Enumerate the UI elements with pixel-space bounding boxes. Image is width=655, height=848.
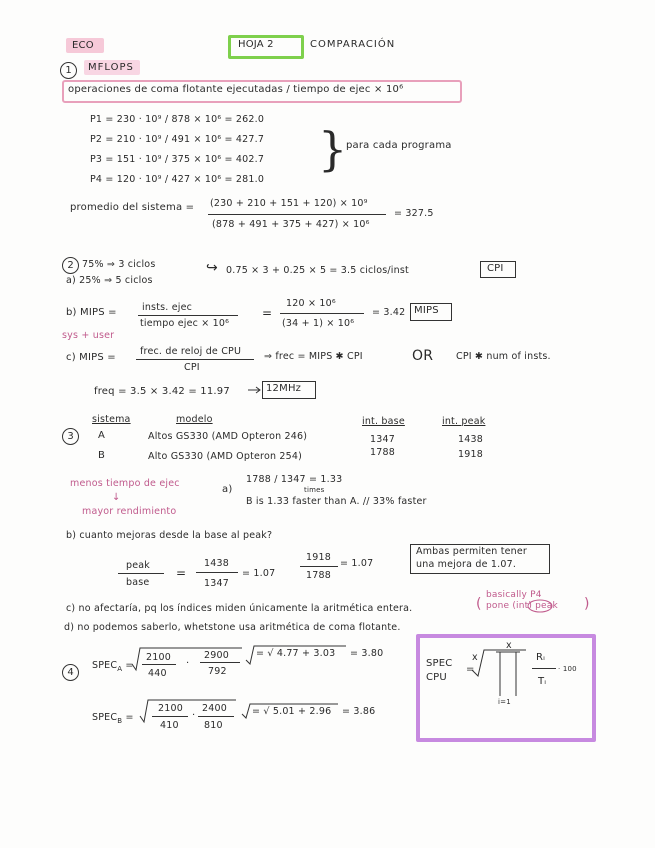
box-radical-product <box>472 650 526 696</box>
mflops-heading: MFLOPS <box>88 62 134 73</box>
spec-b-f2d: 810 <box>204 720 223 731</box>
mips-c-label: c) MIPS = <box>66 352 116 363</box>
box-ri: Rᵢ <box>536 652 546 663</box>
cpi-calculation: 0.75 × 3 + 0.25 × 5 = 3.5 ciclos/inst <box>226 265 409 276</box>
part-c-line: c) no afectaría, pq los índices miden únicamente la aritmética entera. <box>66 603 413 614</box>
row-a-base: 1347 <box>370 434 395 445</box>
box-prod-top-x: x <box>506 640 512 651</box>
part-b-result1: = 1.07 <box>242 568 276 579</box>
spec-a-label: $SPEC_A$ = <box>92 660 134 673</box>
promedio-label: promedio del sistema = <box>70 202 195 213</box>
mips-b-den: tiempo ejec × 10⁶ <box>140 318 230 329</box>
spec-b-radical <box>140 700 338 722</box>
frec-formula: ⇒ frec = MIPS ✱ CPI <box>264 351 363 362</box>
mips-b-label: b) MIPS = <box>66 307 117 318</box>
col-modelo: modelo <box>176 414 213 425</box>
part-b-1347: 1347 <box>204 578 229 589</box>
spec-b-f2n: 2400 <box>202 703 227 714</box>
p1-line: P1 = 230 · 10⁹ / 878 × 10⁶ = 262.0 <box>90 114 265 125</box>
row-b-model: Alto GS330 (AMD Opteron 254) <box>148 451 303 462</box>
eco-tag: ECO <box>72 40 94 51</box>
part-a-text: B is 1.33 faster than A. // 33% faster <box>246 496 427 507</box>
cpi-label: CPI <box>487 263 504 274</box>
box-ti: Tᵢ <box>538 676 547 687</box>
peak-label: peak <box>126 560 150 571</box>
spec-a-f1d: 440 <box>148 668 167 679</box>
sys-user-note: sys + user <box>62 330 115 341</box>
or-word: OR <box>412 348 434 364</box>
page-title: COMPARACIÓN <box>310 39 396 50</box>
spec-a-dot: · <box>186 658 190 669</box>
section-4-number: 4 <box>62 664 79 681</box>
freq-calc: freq = 3.5 × 3.42 = 11.97 <box>94 386 230 397</box>
box-cpu-label: CPU <box>426 672 447 683</box>
box-mul-100: · 100 <box>558 665 577 673</box>
row-b-base: 1788 <box>370 447 395 458</box>
ambas-line-2: una mejora de 1.07. <box>416 559 517 570</box>
spec-a-mid: = √ 4.77 + 3.03 <box>256 648 336 659</box>
paren-open: ( <box>476 596 482 612</box>
mips-box-label: MIPS <box>414 305 439 316</box>
spec-b-f1n: 2100 <box>158 703 183 714</box>
hook-arrow: ↪ <box>206 260 218 276</box>
row-b-peak: 1918 <box>458 449 483 460</box>
row-a-model: Altos GS330 (AMD Opteron 246) <box>148 431 308 442</box>
hoja-label: HOJA 2 <box>238 39 274 50</box>
part-b-question: b) cuanto mejoras desde la base al peak? <box>66 530 273 541</box>
mips-c-num: frec. de reloj de CPU <box>140 346 242 357</box>
c-side-underline <box>528 600 552 612</box>
mips-b-result: = 3.42 <box>372 307 406 318</box>
box-root-x: x <box>472 652 478 663</box>
section-2-number: 2 <box>62 257 79 274</box>
col-int-base: int. base <box>362 416 405 427</box>
spec-b-dot: · <box>192 710 196 721</box>
part-a-times: times <box>304 486 325 494</box>
mips-c-den: CPI <box>184 362 200 373</box>
p3-line: P3 = 151 · 10⁹ / 375 × 10⁶ = 402.7 <box>90 154 265 165</box>
menos-tiempo-note: menos tiempo de ejec <box>70 478 180 489</box>
part-b-1438: 1438 <box>204 558 229 569</box>
col-sistema: sistema <box>92 414 131 425</box>
part-b-result2: = 1.07 <box>340 558 374 569</box>
note-arrow: ↓ <box>112 492 121 503</box>
mayor-rendimiento-note: mayor rendimiento <box>82 506 177 517</box>
part-d-line: d) no podemos saberlo, whetstone usa aritmética de coma flotante. <box>64 622 401 633</box>
spec-b-label: $SPEC_B$ = <box>92 712 134 725</box>
row-a-system: A <box>98 430 106 441</box>
spec-b-mid: = √ 5.01 + 2.96 <box>252 706 332 717</box>
p4-line: P4 = 120 · 10⁹ / 427 × 10⁶ = 281.0 <box>90 174 265 185</box>
freq-box-label: 12MHz <box>266 383 302 394</box>
spec-b-f1d: 410 <box>160 720 179 731</box>
mips-b-num: insts. ejec <box>142 302 193 313</box>
mips-b-num2: 120 × 10⁶ <box>286 298 336 309</box>
col-int-peak: int. peak <box>442 416 486 427</box>
mips-b-den2: (34 + 1) × 10⁶ <box>282 318 355 329</box>
box-spec-label: SPEC <box>426 658 453 669</box>
spec-b-result: = 3.86 <box>342 706 376 717</box>
para-cada-programa: para cada programa <box>346 140 452 151</box>
freq-arrow <box>248 387 260 393</box>
mflops-formula: operaciones de coma flotante ejecutadas / tiempo de ejec × 10⁶ <box>68 84 404 95</box>
spec-a-f2d: 792 <box>208 666 227 677</box>
ambas-line-1: Ambas permiten tener <box>416 546 528 557</box>
part-b-1918: 1918 <box>306 552 331 563</box>
cpi-alt: CPI ✱ num of insts. <box>456 351 551 362</box>
row-a-peak: 1438 <box>458 434 483 445</box>
promedio-denominator: (878 + 491 + 375 + 427) × 10⁶ <box>212 219 370 230</box>
spec-a-result: = 3.80 <box>350 648 384 659</box>
section-3-number: 3 <box>62 428 79 445</box>
right-brace: } <box>318 122 348 176</box>
part-b-eq: = <box>176 566 187 580</box>
promedio-numerator: (230 + 210 + 151 + 120) × 10⁹ <box>210 198 368 209</box>
p2-line: P2 = 210 · 10⁹ / 491 × 10⁶ = 427.7 <box>90 134 265 145</box>
pone-peak-note: pone (int) peak <box>486 601 558 611</box>
section-1-number: 1 <box>60 62 77 79</box>
promedio-result: = 327.5 <box>394 208 434 219</box>
part-a-label: a) <box>222 484 233 495</box>
spec-a-f1n: 2100 <box>146 652 171 663</box>
box-eq: = <box>466 664 475 675</box>
paren-close: ) <box>584 596 590 612</box>
base-label: base <box>126 577 150 588</box>
spec-a-f2n: 2900 <box>204 650 229 661</box>
ratio-25: a) 25% ⇒ 5 ciclos <box>66 275 153 286</box>
part-b-1788: 1788 <box>306 570 331 581</box>
part-a-calc: 1788 / 1347 = 1.33 <box>246 474 343 485</box>
basically-note: basically P4 <box>486 590 542 600</box>
spec-a-radical <box>132 646 346 670</box>
mips-b-eq: = <box>262 306 273 320</box>
box-prod-bottom: i=1 <box>498 698 511 706</box>
ratio-75: 75% ⇒ 3 ciclos <box>82 259 156 270</box>
row-b-system: B <box>98 450 106 461</box>
